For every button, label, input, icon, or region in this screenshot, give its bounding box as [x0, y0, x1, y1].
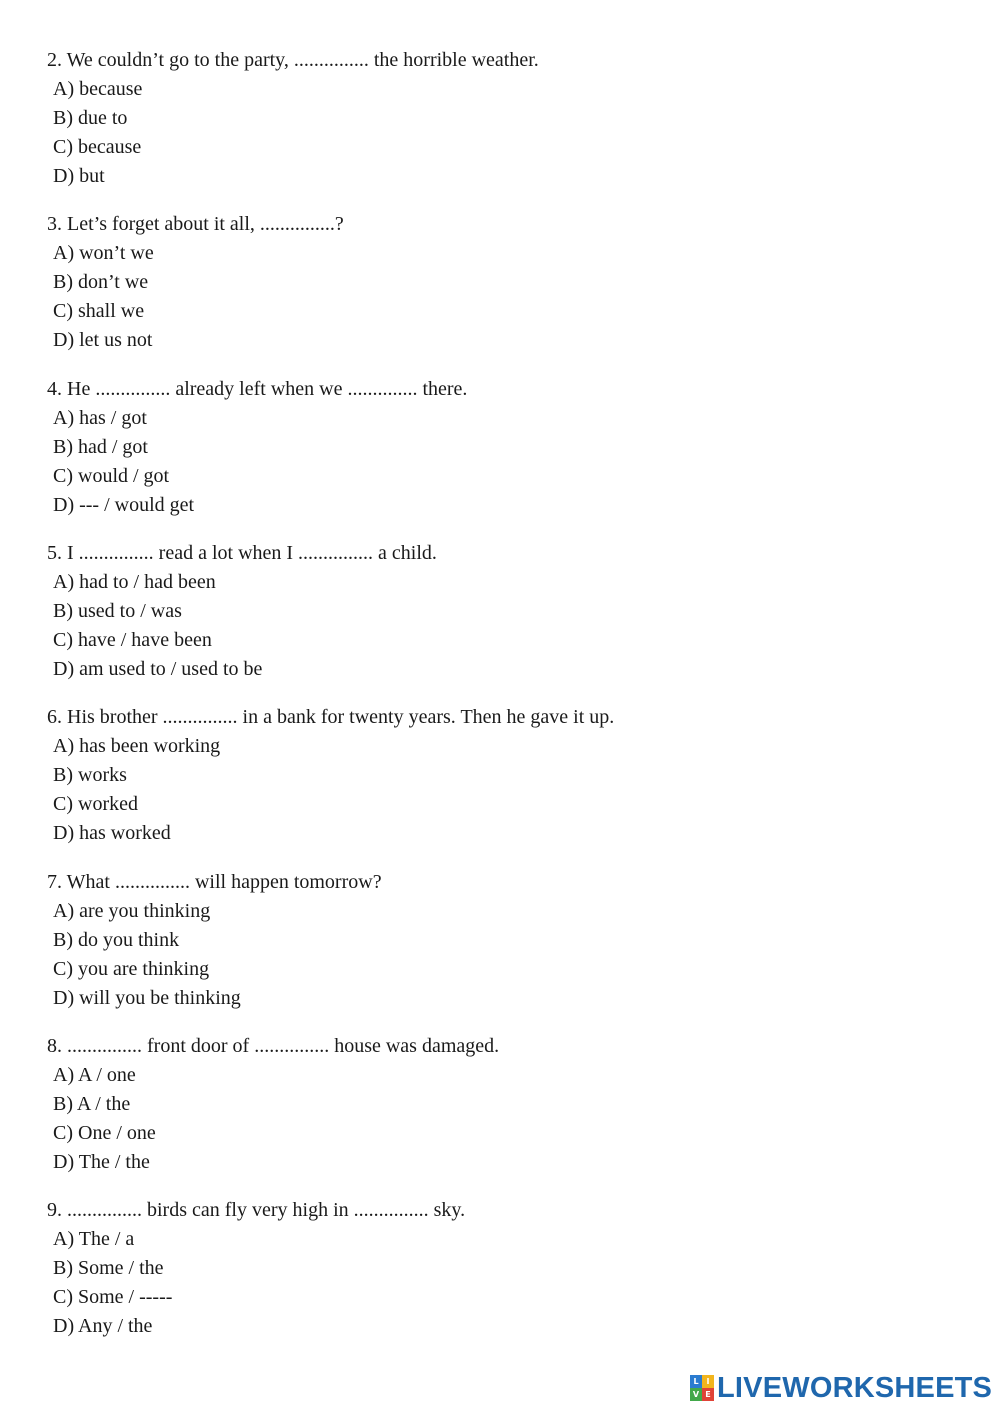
answer-option-d[interactable]: D) will you be thinking [53, 987, 241, 1009]
answer-option-d[interactable]: D) Any / the [53, 1315, 153, 1337]
answer-option-c[interactable]: C) Some / ----- [53, 1286, 173, 1308]
question-stem: 9. ............... birds can fly very high in ............... sky. [47, 1199, 466, 1221]
answer-option-d[interactable]: D) --- / would get [53, 494, 195, 516]
answer-option-a[interactable]: A) are you thinking [53, 900, 211, 922]
answer-option-c[interactable]: C) because [53, 136, 142, 158]
question-2 [47, 46, 947, 191]
answer-option-a[interactable]: A) has been working [53, 735, 221, 757]
answer-option-b[interactable]: B) A / the [53, 1093, 131, 1115]
question-7 [47, 868, 947, 1013]
answer-option-a[interactable]: A) The / a [53, 1228, 135, 1250]
answer-option-a[interactable]: A) because [53, 78, 143, 100]
logo-text: LIVEWORKSHEETS [717, 1372, 993, 1404]
question-3 [47, 210, 947, 355]
answer-option-b[interactable]: B) works [53, 764, 127, 786]
answer-option-c[interactable]: C) shall we [53, 300, 145, 322]
answer-option-b[interactable]: B) had / got [53, 436, 148, 458]
answer-option-c[interactable]: C) you are thinking [53, 958, 210, 980]
answer-option-d[interactable]: D) has worked [53, 822, 171, 844]
answer-option-a[interactable]: A) had to / had been [53, 571, 216, 593]
question-6 [47, 703, 947, 848]
question-stem: 4. He ............... already left when we .............. there. [47, 378, 468, 400]
question-stem: 5. I ............... read a lot when I ............... a child. [47, 542, 437, 564]
answer-option-d[interactable]: D) but [53, 165, 105, 187]
answer-option-b[interactable]: B) don’t we [53, 271, 149, 293]
answer-option-d[interactable]: D) The / the [53, 1151, 150, 1173]
answer-option-a[interactable]: A) has / got [53, 407, 147, 429]
answer-option-b[interactable]: B) used to / was [53, 600, 182, 622]
answer-option-c[interactable]: C) have / have been [53, 629, 212, 651]
liveworksheets-logo [690, 1372, 992, 1404]
question-stem: 3. Let’s forget about it all, ...............? [47, 213, 344, 235]
logo-mark-icon: L I V E [690, 1375, 714, 1401]
answer-option-d[interactable]: D) am used to / used to be [53, 658, 263, 680]
answer-option-a[interactable]: A) A / one [53, 1064, 136, 1086]
question-stem: 8. ............... front door of ............... house was damaged. [47, 1035, 500, 1057]
answer-option-d[interactable]: D) let us not [53, 329, 153, 351]
question-4 [47, 375, 947, 520]
answer-option-b[interactable]: B) due to [53, 107, 128, 129]
answer-option-a[interactable]: A) won’t we [53, 242, 154, 264]
answer-option-b[interactable]: B) do you think [53, 929, 180, 951]
question-8 [47, 1032, 947, 1177]
answer-option-b[interactable]: B) Some / the [53, 1257, 164, 1279]
question-5 [47, 539, 947, 684]
question-stem: 6. His brother ............... in a bank for twenty years. Then he gave it up. [47, 706, 615, 728]
question-9 [47, 1196, 947, 1341]
answer-option-c[interactable]: C) would / got [53, 465, 170, 487]
question-stem: 2. We couldn’t go to the party, ............... the horrible weather. [47, 49, 539, 71]
question-stem: 7. What ............... will happen tomorrow? [47, 871, 382, 893]
answer-option-c[interactable]: C) One / one [53, 1122, 156, 1144]
answer-option-c[interactable]: C) worked [53, 793, 138, 815]
